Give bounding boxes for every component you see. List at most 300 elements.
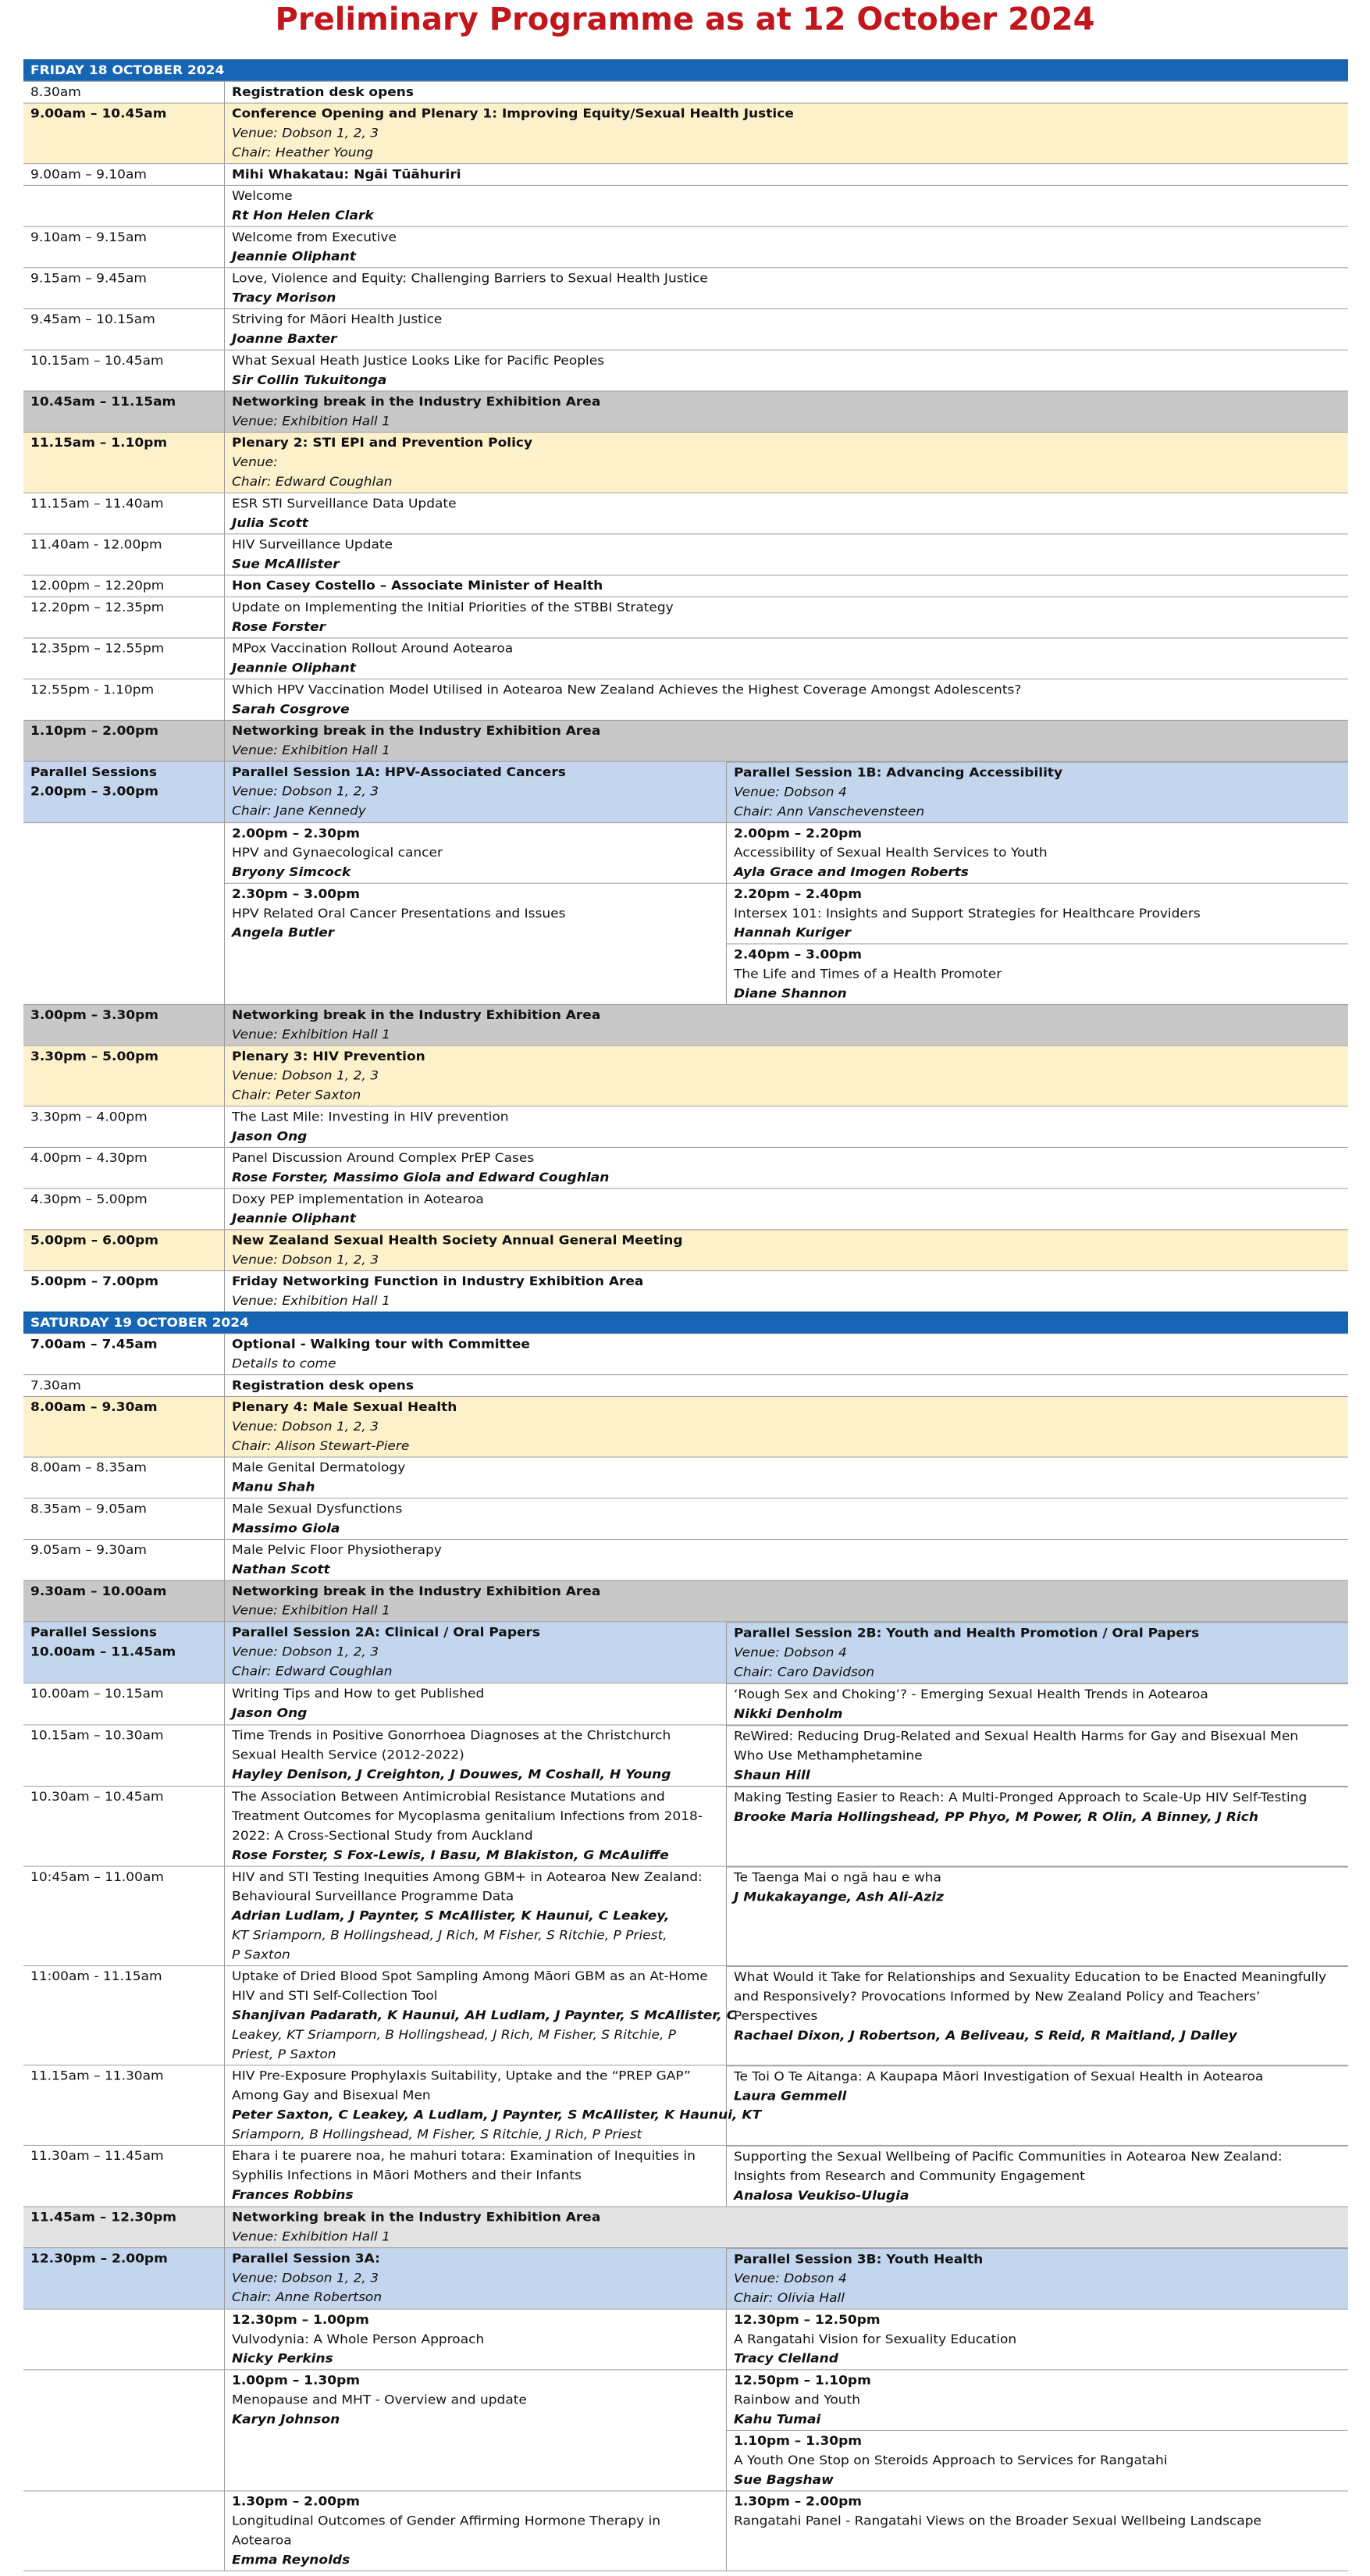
programme-row xyxy=(23,350,1348,391)
programme-row xyxy=(23,1106,1348,1147)
day-header: SATURDAY 19 OCTOBER 2024 xyxy=(23,1312,1348,1334)
text-line: and Responsively? Provocations Informed by New Zealand Policy and Teachers’ xyxy=(734,1989,1261,2004)
session-time: 11.45am – 12.30pm xyxy=(23,2207,225,2247)
session-details xyxy=(225,186,1348,226)
session-details xyxy=(225,639,1348,679)
session-time: 12.35pm – 12.55pm xyxy=(23,639,225,679)
session-time xyxy=(23,186,225,226)
text-line: Peter Saxton, C Leakey, A Ludlam, J Paynter, S McAllister, K Haunui, KT xyxy=(232,2107,762,2123)
day-header: FRIDAY 18 OCTOBER 2024 xyxy=(23,59,1348,81)
session-1b-header xyxy=(727,762,1348,823)
text-line: Julia Scott xyxy=(232,515,308,531)
text-line: Chair: Anne Robertson xyxy=(232,2289,383,2305)
session-time: 12.20pm – 12.35pm xyxy=(23,597,225,638)
session-1a-talks xyxy=(225,823,727,1004)
text-line: Chair: Edward Coughlan xyxy=(232,1663,393,1680)
programme-row xyxy=(23,103,1348,164)
text-line: Networking break in the Industry Exhibition Area xyxy=(232,1584,601,1599)
text-line: Jeannie Oliphant xyxy=(232,249,356,265)
text-line: Chair: Heather Young xyxy=(232,145,374,161)
session-details xyxy=(225,493,1348,534)
text-line: Hannah Kuriger xyxy=(734,925,852,941)
talk xyxy=(225,2370,726,2430)
session-3a-talks xyxy=(225,2491,727,2571)
session-1a-header xyxy=(225,762,727,823)
session-details xyxy=(225,227,1348,268)
programme-row xyxy=(23,308,1348,350)
session-details xyxy=(225,1106,1348,1147)
text-line: Insights from Research and Community Engagement xyxy=(734,2168,1085,2184)
text-line: Rose Forster, Massimo Giola and Edward Coughlan xyxy=(232,1170,610,1185)
talk xyxy=(727,943,1348,1004)
text-line: Panel Discussion Around Complex PrEP Cases xyxy=(232,1150,535,1166)
text-line: HIV and STI Testing Inequities Among GBM+ in Aotearoa New Zealand: xyxy=(232,1869,703,1885)
text-line: Ayla Grace and Imogen Roberts xyxy=(734,864,969,880)
text-line: Adrian Ludlam, J Paynter, S McAllister, K Haunui, C Leakey, xyxy=(232,1908,670,1924)
text-line: Venue: Exhibition Hall 1 xyxy=(232,414,390,429)
text-line: Venue: Dobson 4 xyxy=(734,2271,847,2286)
programme-row xyxy=(23,533,1348,575)
text-line: P Saxton xyxy=(232,1947,290,1963)
time-line: 2.00pm – 3.00pm xyxy=(30,784,158,800)
time-line: Parallel Sessions xyxy=(30,764,157,780)
programme-row xyxy=(23,720,1348,761)
session-3b-talks xyxy=(727,2310,1348,2370)
session-3a-talks xyxy=(225,2370,727,2490)
text-line: Striving for Māori Health Justice xyxy=(232,312,443,327)
text-line: HIV Pre-Exposure Prophylaxis Suitability, Uptake and the “PREP GAP” xyxy=(232,2068,691,2084)
session-3b-header xyxy=(727,2248,1348,2309)
text-line: Te Toi O Te Aitanga: A Kaupapa Māori Investigation of Sexual Health in Aotearoa xyxy=(734,2069,1264,2085)
text-line: Manu Shah xyxy=(232,1480,315,1495)
session-time: 10.00am – 10.15am xyxy=(23,1683,225,1725)
text-line: Venue: Dobson 4 xyxy=(734,1644,847,1661)
page-title: Preliminary Programme as at 12 October 2024 xyxy=(275,2,1095,37)
text-line: Chair: Edward Coughlan xyxy=(232,474,393,490)
text-line: Bryony Simcock xyxy=(232,864,351,880)
text-line: Venue: Dobson 1, 2, 3 xyxy=(232,1068,379,1084)
text-line: Welcome xyxy=(232,188,293,204)
text-line: Plenary 4: Male Sexual Health xyxy=(232,1399,457,1415)
session-time: 8.30am xyxy=(23,82,225,103)
text-line: What Would it Take for Relationships and Sexuality Education to be Enacted Meaningfully xyxy=(734,1969,1327,1985)
session-time: 8.00am – 8.35am xyxy=(23,1458,225,1498)
text-line: Update on Implementing the Initial Priorities of the STBBI Strategy xyxy=(232,600,674,615)
text-line: Doxy PEP implementation in Aotearoa xyxy=(232,1192,484,1207)
programme-row xyxy=(23,1498,1348,1539)
programme-row xyxy=(23,597,1348,638)
programme-row xyxy=(23,2206,1348,2247)
text-line: Uptake of Dried Blood Spot Sampling Among Māori GBM as an At-Home xyxy=(232,1969,708,1984)
parallel-session-body xyxy=(23,2491,1348,2571)
paper-2b xyxy=(727,1966,1348,2065)
session-time: 8.00am – 9.30am xyxy=(23,1397,225,1457)
text-line: Chair: Jane Kennedy xyxy=(232,803,366,819)
text-line: Syphilis Infections in Māori Mothers and their Infants xyxy=(232,2168,582,2183)
paper-2b xyxy=(727,1867,1348,1965)
session-time xyxy=(23,2370,225,2490)
text-line: HPV and Gynaecological cancer xyxy=(232,845,443,861)
text-line: Rt Hon Helen Clark xyxy=(232,208,374,223)
text-line: Venue: Exhibition Hall 1 xyxy=(232,743,390,758)
parallel-session-body xyxy=(23,2309,1348,2370)
text-line: Networking break in the Industry Exhibition Area xyxy=(232,2210,601,2225)
session-time: 10.15am – 10.45am xyxy=(23,351,225,391)
session-time: 11.15am – 1.10pm xyxy=(23,433,225,493)
text-line: Making Testing Easier to Reach: A Multi-Pronged Approach to Scale-Up HIV Self-Testing xyxy=(734,1790,1308,1805)
session-details xyxy=(225,1189,1348,1230)
text-line: Aotearoa xyxy=(232,2533,292,2549)
session-time: 11.15am – 11.40am xyxy=(23,493,225,534)
session-details xyxy=(225,597,1348,638)
session-details xyxy=(225,391,1348,432)
text-line: KT Sriamporn, B Hollingshead, J Rich, M Fisher, S Ritchie, P Priest, xyxy=(232,1928,667,1944)
text-line: Parallel Session 2B: Youth and Health Promotion / Oral Papers xyxy=(734,1626,1200,1641)
session-time xyxy=(23,762,225,823)
parallel-session-header xyxy=(23,761,1348,823)
programme-row xyxy=(23,390,1348,432)
session-time: 9.15am – 9.45am xyxy=(23,268,225,308)
session-details xyxy=(225,351,1348,391)
text-line: Behavioural Surveillance Programme Data xyxy=(232,1889,514,1904)
session-details xyxy=(225,1498,1348,1539)
programme-row xyxy=(23,1457,1348,1498)
text-line: Welcome from Executive xyxy=(232,230,397,245)
session-details xyxy=(225,534,1348,575)
session-details xyxy=(225,433,1348,493)
session-3b-talks xyxy=(727,2370,1348,2490)
session-details xyxy=(225,1397,1348,1457)
text-line: Priest, P Saxton xyxy=(232,2047,336,2062)
text-line: The Life and Times of a Health Promoter xyxy=(734,967,1002,982)
session-details xyxy=(225,164,1348,185)
text-line: Parallel Session 1B: Advancing Accessibility xyxy=(734,765,1063,781)
session-details xyxy=(225,679,1348,720)
text-line: Venue: Exhibition Hall 1 xyxy=(232,2229,390,2245)
session-details xyxy=(225,1334,1348,1374)
programme-row xyxy=(23,1539,1348,1580)
text-line: HPV Related Oral Cancer Presentations and Issues xyxy=(232,906,566,921)
text-line: Tracy Clelland xyxy=(734,2351,838,2367)
text-line: 2.00pm – 2.20pm xyxy=(734,825,862,842)
text-line: Parallel Session 2A: Clinical / Oral Papers xyxy=(232,1625,541,1641)
session-time: 9.00am – 10.45am xyxy=(23,104,225,164)
programme-row xyxy=(23,638,1348,679)
text-line: Plenary 3: HIV Prevention xyxy=(232,1049,425,1064)
text-line: Shaun Hill xyxy=(734,1768,810,1783)
session-time: 11:00am - 11.15am xyxy=(23,1966,225,2065)
text-line: Vulvodynia: A Whole Person Approach xyxy=(232,2332,485,2347)
session-time: 8.35am – 9.05am xyxy=(23,1498,225,1539)
session-details xyxy=(225,1148,1348,1188)
text-line: 1.10pm – 1.30pm xyxy=(734,2433,862,2449)
oral-paper-row xyxy=(23,1786,1348,1866)
session-time: 9.00am – 9.10am xyxy=(23,164,225,185)
talk xyxy=(727,2370,1348,2430)
text-line: Chair: Ann Vanschevensteen xyxy=(734,804,925,820)
text-line: Time Trends in Positive Gonorrhoea Diagnoses at the Christchurch xyxy=(232,1728,671,1744)
text-line: Jeannie Oliphant xyxy=(232,1211,356,1227)
text-line: 2.40pm – 3.00pm xyxy=(734,947,862,963)
session-time: 9.10am – 9.15am xyxy=(23,227,225,268)
session-time xyxy=(23,823,225,1004)
paper-2a xyxy=(225,1725,727,1786)
session-2a-header xyxy=(225,1622,727,1683)
session-2b-header xyxy=(727,1622,1348,1683)
text-line: J Mukakayange, Ash Ali-Aziz xyxy=(734,1890,944,1905)
programme-row xyxy=(23,1147,1348,1188)
session-details xyxy=(225,104,1348,164)
text-line: Optional - Walking tour with Committee xyxy=(232,1337,530,1352)
session-time: 9.30am – 10.00am xyxy=(23,1581,225,1622)
text-line: Massimo Giola xyxy=(232,1520,340,1537)
text-line: ‘Rough Sex and Choking’? - Emerging Sexual Health Trends in Aotearoa xyxy=(734,1687,1208,1702)
text-line: Love, Violence and Equity: Challenging Barriers to Sexual Health Justice xyxy=(232,271,708,287)
programme-row xyxy=(23,1396,1348,1457)
text-line: A Rangatahi Vision for Sexuality Education xyxy=(734,2332,1017,2347)
text-line: Jason Ong xyxy=(232,1705,308,1721)
text-line: Diane Shannon xyxy=(734,985,847,1002)
text-line: Male Genital Dermatology xyxy=(232,1460,406,1476)
session-1b-talks xyxy=(727,823,1348,1004)
programme-row xyxy=(23,575,1348,597)
text-line: Among Gay and Bisexual Men xyxy=(232,2088,431,2104)
text-line: A Youth One Stop on Steroids Approach to Services for Rangatahi xyxy=(734,2453,1168,2468)
text-line: Venue: Dobson 1, 2, 3 xyxy=(232,1419,379,1434)
text-line: Nicky Perkins xyxy=(232,2351,333,2367)
programme-row xyxy=(23,1046,1348,1106)
session-time: 5.00pm – 6.00pm xyxy=(23,1230,225,1270)
session-time xyxy=(23,2310,225,2370)
oral-paper-row xyxy=(23,1683,1348,1725)
parallel-session-header xyxy=(23,1621,1348,1683)
session-time: 9.05am – 9.30am xyxy=(23,1540,225,1580)
text-line: Sue McAllister xyxy=(232,557,340,572)
text-line: Venue: Exhibition Hall 1 xyxy=(232,1027,390,1042)
session-3b-talks xyxy=(727,2491,1348,2571)
text-line: Chair: Olivia Hall xyxy=(734,2290,845,2306)
paper-2b xyxy=(727,1725,1348,1786)
talk xyxy=(727,883,1348,944)
talk xyxy=(727,2491,1348,2531)
text-line: Sue Bagshaw xyxy=(734,2472,834,2488)
text-line: Venue: Dobson 4 xyxy=(734,785,847,800)
programme-row xyxy=(23,1188,1348,1230)
text-line: Sarah Cosgrove xyxy=(232,701,350,718)
text-line: Brooke Maria Hollingshead, PP Phyo, M Power, R Olin, A Binney, J Rich xyxy=(734,1809,1258,1825)
paper-2b xyxy=(727,2146,1348,2207)
text-line: Venue: Dobson 1, 2, 3 xyxy=(232,784,379,800)
session-details xyxy=(225,1005,1348,1046)
programme-table xyxy=(23,59,1348,2571)
text-line: Chair: Alison Stewart-Piere xyxy=(232,1438,410,1454)
text-line: Sexual Health Service (2012-2022) xyxy=(232,1748,464,1763)
session-time: 3.30pm – 5.00pm xyxy=(23,1046,225,1106)
text-line: 12.30pm – 12.50pm xyxy=(734,2312,881,2328)
text-line: Sir Collin Tukuitonga xyxy=(232,372,387,388)
text-line: Kahu Tumai xyxy=(734,2411,821,2428)
text-line: Friday Networking Function in Industry Exhibition Area xyxy=(232,1274,644,1289)
text-line: Angela Butler xyxy=(232,925,335,941)
text-line: Parallel Session 1A: HPV-Associated Cancers xyxy=(232,764,566,780)
oral-paper-row xyxy=(23,2065,1348,2145)
session-time: 11.40am - 12.00pm xyxy=(23,534,225,575)
talk xyxy=(225,2310,726,2370)
paper-2a xyxy=(225,1787,727,1866)
programme-row xyxy=(23,163,1348,185)
paper-2b xyxy=(727,1787,1348,1866)
programme-row xyxy=(23,493,1348,534)
talk xyxy=(225,823,726,883)
text-line: Shanjivan Padarath, K Haunui, AH Ludlam, J Paynter, S McAllister, C xyxy=(232,2008,737,2023)
text-line: HIV Surveillance Update xyxy=(232,537,393,553)
text-line: Emma Reynolds xyxy=(232,2553,351,2568)
session-time: 10.45am – 11.15am xyxy=(23,391,225,432)
text-line: Chair: Peter Saxton xyxy=(232,1088,361,1103)
programme-row xyxy=(23,1333,1348,1374)
parallel-session-body xyxy=(23,822,1348,1004)
text-line: Intersex 101: Insights and Support Strategies for Healthcare Providers xyxy=(734,906,1201,921)
session-time: 10:45am – 11.00am xyxy=(23,1867,225,1965)
text-line: Networking break in the Industry Exhibition Area xyxy=(232,1007,601,1023)
text-line: 2.20pm – 2.40pm xyxy=(734,886,862,902)
talk xyxy=(225,883,726,944)
text-line: Conference Opening and Plenary 1: Improving Equity/Sexual Health Justice xyxy=(232,106,794,122)
text-line: Male Pelvic Floor Physiotherapy xyxy=(232,1542,442,1558)
text-line: Who Use Methamphetamine xyxy=(734,1748,923,1764)
text-line: Rangatahi Panel - Rangatahi Views on the Broader Sexual Wellbeing Landscape xyxy=(734,2514,1261,2529)
text-line: Venue: Dobson 1, 2, 3 xyxy=(232,126,379,141)
text-line: Networking break in the Industry Exhibition Area xyxy=(232,394,601,410)
session-details xyxy=(225,1271,1348,1312)
text-line: Treatment Outcomes for Mycoplasma genitalium Infections from 2018- xyxy=(232,1808,703,1824)
text-line: Hon Casey Costello – Associate Minister of Health xyxy=(232,578,603,594)
session-time: 11.30am – 11.45am xyxy=(23,2146,225,2207)
text-line: Registration desk opens xyxy=(232,1377,415,1394)
text-line: HIV and STI Self-Collection Tool xyxy=(232,1988,438,2004)
session-details xyxy=(225,1230,1348,1270)
text-line: Networking break in the Industry Exhibition Area xyxy=(232,723,601,739)
text-line: Male Sexual Dysfunctions xyxy=(232,1502,403,1517)
paper-2a xyxy=(225,1966,737,2065)
session-time xyxy=(23,2491,225,2571)
session-details xyxy=(225,1540,1348,1580)
talk xyxy=(727,823,1348,883)
text-line: Rachael Dixon, J Robertson, A Beliveau, S Reid, R Maitland, J Dalley xyxy=(734,2028,1237,2043)
text-line: Tracy Morison xyxy=(232,290,336,306)
session-time xyxy=(23,1622,225,1683)
text-line: Perspectives xyxy=(734,2008,818,2024)
session-time: 7.00am – 7.45am xyxy=(23,1334,225,1374)
programme-row xyxy=(23,81,1348,103)
time-line: 10.00am – 11.45am xyxy=(30,1644,176,1660)
text-line: Registration desk opens xyxy=(232,84,415,100)
text-line: The Last Mile: Investing in HIV prevention xyxy=(232,1110,509,1125)
text-line: 2.00pm – 2.30pm xyxy=(232,825,360,842)
session-time xyxy=(23,2248,225,2309)
text-line: Analosa Veukiso-Ulugia xyxy=(734,2188,909,2204)
session-3a-header xyxy=(225,2248,727,2309)
programme-row xyxy=(23,679,1348,720)
text-line: Rainbow and Youth xyxy=(734,2393,860,2408)
talk xyxy=(727,2430,1348,2491)
session-3a-talks xyxy=(225,2310,727,2370)
text-line: Rose Forster xyxy=(232,619,326,635)
session-time: 11.15am – 11.30am xyxy=(23,2065,225,2145)
time-line: 12.30pm – 2.00pm xyxy=(30,2250,168,2267)
text-line: Details to come xyxy=(232,1356,336,1372)
session-details xyxy=(225,721,1348,761)
text-line: Sriamporn, B Hollingshead, M Fisher, S Ritchie, J Rich, P Priest xyxy=(232,2126,642,2143)
session-details xyxy=(225,82,1348,103)
session-time: 5.00pm – 7.00pm xyxy=(23,1271,225,1312)
text-line: Laura Gemmell xyxy=(734,2089,847,2104)
text-line: Jason Ong xyxy=(232,1128,308,1145)
session-details xyxy=(225,575,1348,597)
text-line: Parallel Session 3B: Youth Health xyxy=(734,2251,984,2268)
text-line: Accessibility of Sexual Health Services to Youth xyxy=(734,845,1048,861)
paper-2a xyxy=(225,1867,727,1965)
programme-row xyxy=(23,1270,1348,1312)
text-line: Chair: Caro Davidson xyxy=(734,1664,875,1680)
text-line: Joanne Baxter xyxy=(232,331,337,347)
session-details xyxy=(225,1046,1348,1106)
text-line: 1.30pm – 2.00pm xyxy=(734,2494,862,2510)
programme-row xyxy=(23,226,1348,268)
text-line: Rose Forster, S Fox-Lewis, I Basu, M Blakiston, G McAuliffe xyxy=(232,1847,669,1863)
text-line: 12.30pm – 1.00pm xyxy=(232,2312,369,2328)
text-line: Mihi Whakatau: Ngāi Tūāhuriri xyxy=(232,166,461,183)
text-line: Menopause and MHT - Overview and update xyxy=(232,2393,527,2408)
paper-2a xyxy=(225,1683,727,1725)
text-line: Nathan Scott xyxy=(232,1562,330,1577)
session-details xyxy=(225,268,1348,308)
text-line: Ehara i te puarere noa, he mahuri totara: Examination of Inequities in xyxy=(232,2148,696,2164)
programme-row xyxy=(23,1374,1348,1396)
talk xyxy=(727,2310,1348,2370)
session-details xyxy=(225,1581,1348,1622)
text-line: Longitudinal Outcomes of Gender Affirming Hormone Therapy in xyxy=(232,2514,661,2529)
text-line: Hayley Denison, J Creighton, J Douwes, M Coshall, H Young xyxy=(232,1767,671,1783)
session-time: 3.30pm – 4.00pm xyxy=(23,1106,225,1147)
programme-row xyxy=(23,185,1348,226)
text-line: New Zealand Sexual Health Society Annual General Meeting xyxy=(232,1233,683,1249)
text-line: Nikki Denholm xyxy=(734,1706,843,1722)
text-line: 12.50pm – 1.10pm xyxy=(734,2373,871,2389)
text-line: Venue: xyxy=(232,454,278,470)
time-line: Parallel Sessions xyxy=(30,1625,157,1641)
text-line: Venue: Dobson 1, 2, 3 xyxy=(232,2270,379,2286)
oral-paper-row xyxy=(23,1866,1348,1965)
text-line: The Association Between Antimicrobial Resistance Mutations and xyxy=(232,1789,665,1805)
text-line: 2.30pm – 3.00pm xyxy=(232,886,360,902)
text-line: What Sexual Heath Justice Looks Like for Pacific Peoples xyxy=(232,353,605,369)
talk xyxy=(225,2491,726,2571)
text-line: 1.00pm – 1.30pm xyxy=(232,2373,360,2389)
text-line: Plenary 2: STI EPI and Prevention Policy xyxy=(232,435,533,451)
session-time: 12.55pm - 1.10pm xyxy=(23,679,225,720)
text-line: 2022: A Cross-Sectional Study from Auckland xyxy=(232,1828,533,1844)
text-line: Karyn Johnson xyxy=(232,2411,340,2428)
session-details xyxy=(225,309,1348,350)
session-time: 4.30pm – 5.00pm xyxy=(23,1189,225,1230)
text-line: Venue: Exhibition Hall 1 xyxy=(232,1293,390,1309)
session-time: 1.10pm – 2.00pm xyxy=(23,721,225,761)
text-line: Supporting the Sexual Wellbeing of Pacific Communities in Aotearoa New Zealand: xyxy=(734,2149,1283,2164)
paper-2b xyxy=(727,1683,1348,1725)
oral-paper-row xyxy=(23,1725,1348,1787)
text-line: ESR STI Surveillance Data Update xyxy=(232,496,457,511)
